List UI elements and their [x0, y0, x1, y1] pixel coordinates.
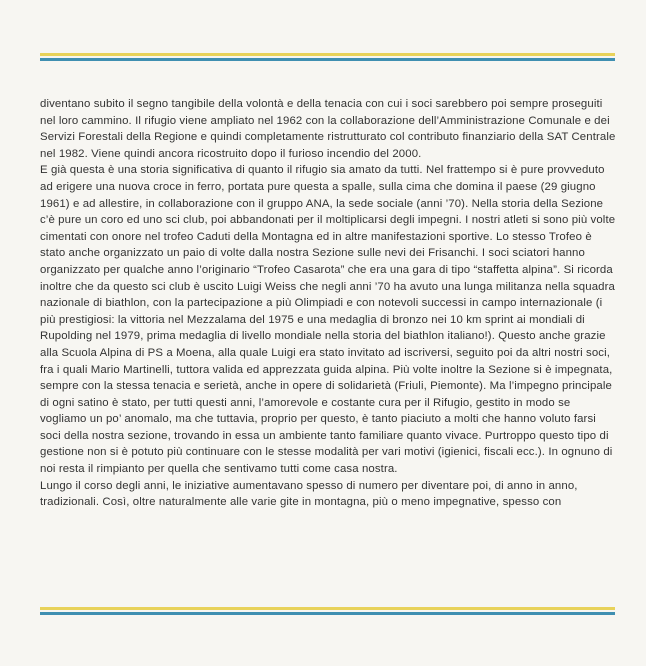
paragraph: E già questa è una storia significativa di quanto il rifugio sia amato da tutti. Nel frattempo si è pure provveduto ad erigere una nuova croce in ferro, portata pure questa a spalle, sulla cima che domina il paese (29 giugno 1961) e ad allestire, in collaborazione con il gruppo ANA, la sede sociale (anni ’70). Nella storia della Sezione c’è pure un coro ed uno sci club, poi abbandonati per il moltiplicarsi degli impegni. I nostri atleti si sono più volte cimentati con onore nel trofeo Caduti della Montagna ed in altre manifestazioni sportive. Lo stesso Trofeo è stato anche organizzato un paio di volte dalla nostra Sezione sulle nevi dei Frisanchi. I soci sciatori hanno organizzato per qualche anno l’originario “Trofeo Casarota” che era una gara di tipo “staffetta alpina”. Si ricorda inoltre che da questo sci club è uscito Luigi Weiss che negli anni ’70 ha avuto una lunga militanza nella squadra nazionale di biathlon, con la partecipazione a più Olimpiadi e con notevoli successi in campo internazionale (i più prestigiosi: la vittoria nel Mezzalama del 1975 e una medaglia di bronzo nei 10 km sprint ai mondiali di Rupolding nel 1979, prima medaglia di livello mondiale nella storia del biathlon italiano!). Questo anche grazie alla Scuola Alpina di PS a Moena, alla quale Luigi era stato invitato ad iscriversi, seguito poi da altri nostri soci, fra i quali Mario Martinelli, tuttora valida ed apprezzata guida alpina. Più volte inoltre la Sezione si è impegnata, sempre con la stessa tenacia e serietà, anche in opere di solidarietà (Friuli, Piemonte). Ma l’impegno principale di ogni satino è stato, per tutti questi anni, l’amorevole e costante cura per il Rifugio, gestito in modo se vogliamo un po’ anomalo, ma che tuttavia, proprio per questo, è tanto piaciuto a molti che hanno voluto farsi soci della nostra sezione, trovando in essa un ambiente tanto familiare quanto vivace. Purtroppo questo tipo di gestione non si è potuto più continuare con le stesse modalità per vari motivi (igienici, fiscali ecc.). In ognuno di noi resta il rimpianto per quella che sentivamo tutti come casa nostra.: [40, 164, 616, 476]
top-blue-rule: [40, 58, 615, 61]
paragraph: diventano subito il segno tangibile della volontà e della tenacia con cui i soci sarebbero poi sempre proseguiti nel loro cammino. Il rifugio viene ampliato nel 1962 con la collaborazione dell’Amministrazione Comunale e dei Servizi Forestali della Regione e quindi completamente ristrutturato col contributo finanziario della SAT Centrale nel 1982. Viene quindi ancora ricostruito dopo il furioso incendio del 2000.: [40, 98, 616, 160]
paragraph: Lungo il corso degli anni, le iniziative aumentavano spesso di numero per diventare poi, di anno in anno, tradizionali. Così, oltre naturalmente alle varie gite in montagna, più o meno impegnative, spesso con: [40, 479, 578, 509]
bottom-decorative-band: [40, 607, 615, 615]
bottom-blue-rule: [40, 612, 615, 615]
top-decorative-band: [40, 53, 615, 61]
body-text: [40, 96, 618, 511]
